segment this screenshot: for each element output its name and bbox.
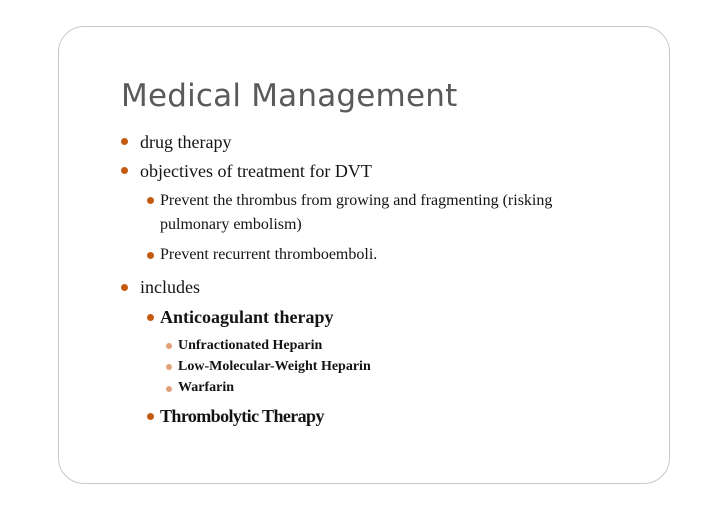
bullet-dot	[166, 386, 172, 392]
bullet-anticoagulant: Anticoagulant therapy	[160, 307, 334, 327]
bullet-dot	[147, 314, 154, 321]
bullet-dot	[147, 252, 154, 259]
bullet-unfractionated-heparin: Unfractionated Heparin	[178, 338, 323, 353]
slide-title: Medical Management	[121, 78, 458, 114]
bullet-dot	[121, 284, 128, 291]
bullet-objectives: objectives of treatment for DVT	[140, 161, 372, 181]
bullet-includes: includes	[140, 277, 200, 297]
bullet-dot	[121, 138, 128, 145]
bullet-dot	[166, 343, 172, 349]
bullet-prevent-growth: Prevent the thrombus from growing and fragmenting (risking	[160, 192, 553, 209]
bullet-drug-therapy: drug therapy	[140, 132, 232, 152]
bullet-dot	[166, 364, 172, 370]
bullet-lmwh: Low-Molecular-Weight Heparin	[178, 359, 371, 374]
bullet-prevent-growth-cont: pulmonary embolism)	[160, 216, 302, 233]
bullet-dot	[147, 413, 154, 420]
bullet-dot	[147, 197, 154, 204]
bullet-dot	[121, 167, 128, 174]
bullet-warfarin: Warfarin	[178, 380, 234, 395]
bullet-prevent-recurrent: Prevent recurrent thromboemboli.	[160, 246, 378, 263]
bullet-thrombolytic: Thrombolytic Therapy	[160, 406, 324, 426]
